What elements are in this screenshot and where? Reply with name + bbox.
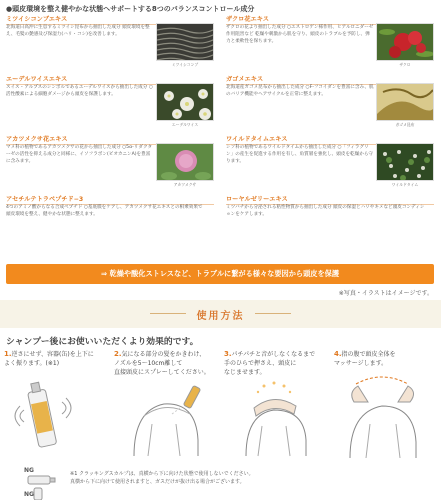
usage-section-header xyxy=(0,300,441,328)
divider xyxy=(150,313,186,314)
ingredient-description: ザクロの花より抽出した成分 ○エストロゲン様作用、ヒアルロニダーゼ作用阻害など 乾燥や刺激から肌を守り、頭皮のトラブルを予防し、弾力と柔軟性を保ちます。 xyxy=(226,25,374,44)
photo-caption: ミツイシコンブ xyxy=(171,62,199,67)
step-number: 3. xyxy=(224,350,232,358)
ingredient-description: 北海道日高沖に生息するミツイシ昆布から抽出した成分 頭皮環境を整え、毛髪の艶感及び保湿力(ハリ・コシ)を改善します。 xyxy=(6,25,150,37)
ingredient-title: アカツメクサ花エキス xyxy=(6,134,214,145)
divider xyxy=(255,313,291,314)
usage-step xyxy=(334,350,440,456)
ingredient-description: スイス・アルプスのシンボルであるエーデルワイスから抽出した成分 ○活性酸素による細胞ダメージから頭皮を保護します。 xyxy=(6,85,153,97)
ingredient-title: ザクロ花エキス xyxy=(226,14,434,25)
banner-text: ⇒ 乾燥や酸化ストレスなど、トラブルに繋がる様々な要因から頭皮を保護 xyxy=(100,269,340,278)
step-number: 4. xyxy=(334,350,342,358)
step-text xyxy=(4,350,110,368)
photo-caption: ワイルドタイム xyxy=(391,182,419,187)
step-description: パチパチと音がしなくなるまで 手のひらで押さえ、頭皮に なじませます。 xyxy=(224,351,316,376)
step-number: 2. xyxy=(114,350,122,358)
photo-caption: エーデルワイス xyxy=(171,122,199,127)
ingredient-title: ローヤルゼリーエキス xyxy=(226,194,434,205)
step-description: 気になる部分の髪をかきわけ、 ノズルを5〜10cm離して 直接頭皮にスプレーしてください。 xyxy=(114,351,210,376)
ingredient-description: ミツバチから分泌される粘性物質から抽出した成分 頭皮の保湿とハリやキメなど頭皮コンディションをケアします。 xyxy=(226,205,425,217)
ingredient-title: エーデルワイスエキス xyxy=(6,74,214,85)
thyme-photo xyxy=(376,143,434,181)
ingredient-card xyxy=(6,134,216,190)
usage-title: 使用方法 xyxy=(196,311,245,322)
step-number: 1. xyxy=(4,350,12,358)
usage-step xyxy=(114,350,220,456)
step-text xyxy=(224,350,330,377)
ingredient-title: アセチルテトラペプチド−3 xyxy=(6,194,214,205)
ingredient-title: ガゴメエキス xyxy=(226,74,434,85)
usage-step xyxy=(4,350,110,456)
gagome-photo xyxy=(376,83,434,121)
ingredient-description: 4つのアミノ酸からなる合成ペプチド ○基底膜をケアし、アカツメクサ花エキスとの相乗効果で頭皮環境を整え、健やかな状態に整えます。 xyxy=(6,205,203,217)
ingredient-description: 北海道産ガゴメ昆布から抽出した成分 ○F-フコイダンを豊富に含み、肌のバリア機能やヘアサイクルを正常に整えます。 xyxy=(226,85,374,97)
ingredient-description: マメ科の植物であるアカツメクサの花から抽出した成分 ○5α-リダクターゼの活性を抑える成分と同様に、イソフラボン(ビオカニンA)を豊富に含みます。 xyxy=(6,145,153,164)
photo-caption: ガゴメ昆布 xyxy=(395,122,415,127)
photo-caption: アカツメクサ xyxy=(173,182,197,187)
ingredient-card xyxy=(226,194,436,250)
ingredient-card xyxy=(6,14,216,70)
usage-step xyxy=(224,350,330,456)
photo-caption: ザクロ xyxy=(399,62,411,67)
ingredient-card xyxy=(226,134,436,190)
kelp-photo xyxy=(156,23,214,61)
usage-intro: シャンプー後にお使いいただくより効果的です。 xyxy=(6,337,199,347)
ingredient-description: シソ科の植物であるワイルドタイムから抽出した成分 ○「フィラグリン」の産生を促進する作用を有し、角質層を強化し、頭皮を乾燥から守ります。 xyxy=(226,145,374,164)
ng-label: NG xyxy=(24,467,34,474)
ng-label: NG xyxy=(24,491,34,498)
ingredients-header: ●頭皮環境を整え健やかな状態へサポートする8つのバランスコントロール成分 xyxy=(6,5,255,13)
step-text xyxy=(114,350,220,377)
edelweiss-photo xyxy=(156,83,214,121)
clover-photo xyxy=(156,143,214,181)
ingredient-title: ミツイシコンブエキス xyxy=(6,14,214,25)
press-palm-illustration xyxy=(224,380,330,458)
pomegranate-photo xyxy=(376,23,434,61)
image-disclaimer: ※写真・イラストはイメージです。 xyxy=(338,290,433,297)
usage-footnote: ※1 クラッキングスカルプは、真横から下に向けた状態で使用しないでください。 真横から下に向けて使用されますと、ガスだけが抜け出る場合がございます。 xyxy=(70,471,254,485)
ingredient-title: ワイルドタイムエキス xyxy=(226,134,434,145)
protection-banner xyxy=(6,264,434,284)
ingredient-card xyxy=(6,74,216,130)
spray-scalp-illustration xyxy=(114,380,220,458)
step-description: 指の腹で頭皮全体を マッサージします。 xyxy=(334,351,396,367)
ingredient-card xyxy=(6,194,216,250)
ingredient-card xyxy=(226,14,436,70)
shake-can-illustration xyxy=(4,372,110,460)
massage-illustration xyxy=(334,372,440,460)
step-text xyxy=(334,350,440,368)
ingredient-card xyxy=(226,74,436,130)
step-description: 逆さにせず、容器(缶)を上下に よく振ります。(※1) xyxy=(4,351,94,367)
ng-illustration xyxy=(24,464,64,500)
